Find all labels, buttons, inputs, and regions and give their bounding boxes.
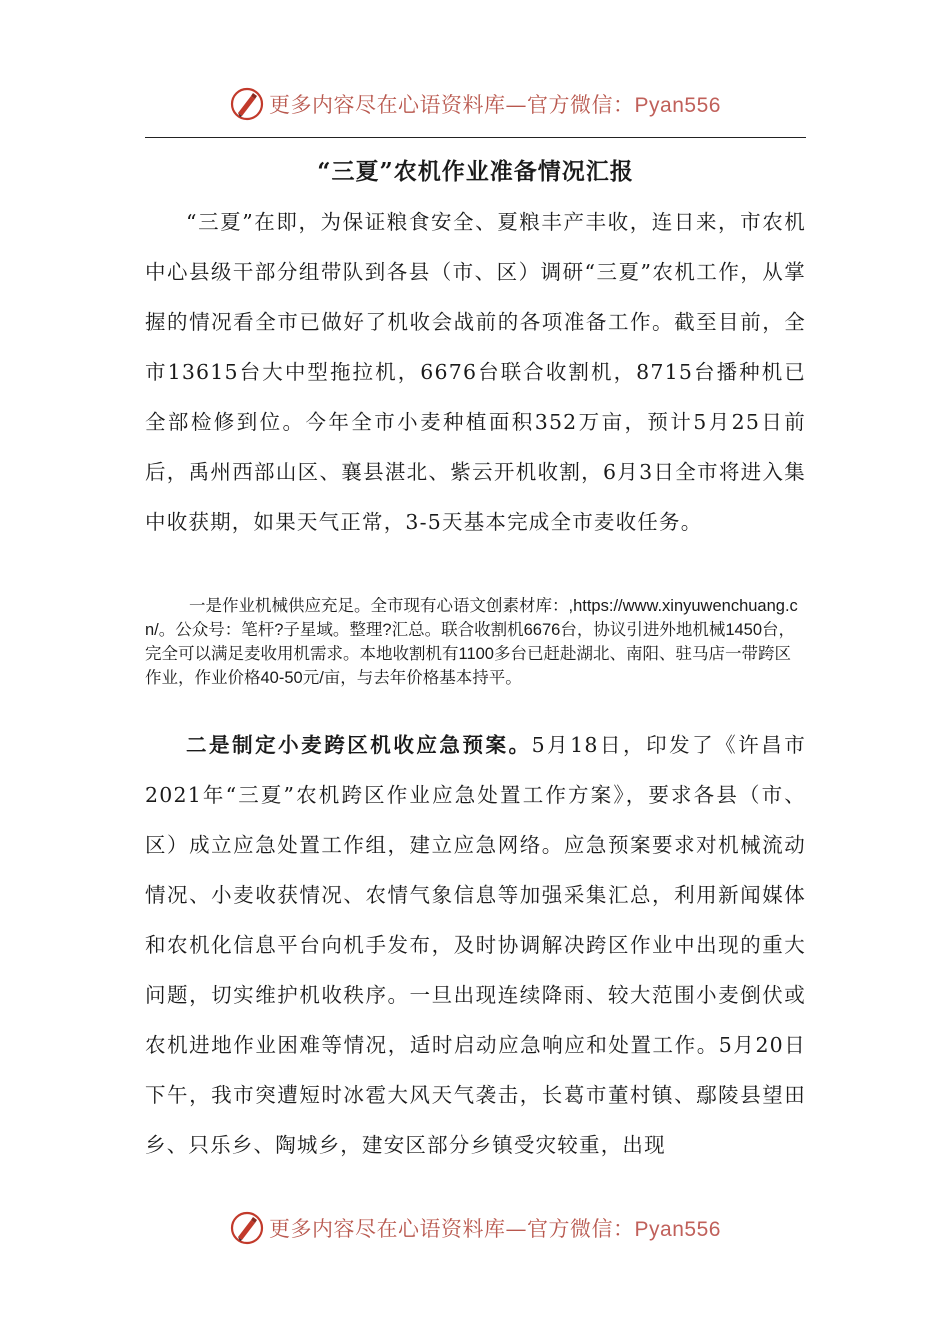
wechat-id: Pyan556 [634, 94, 721, 117]
paragraph-body: 5月18日，印发了《许昌市2021年“三夏”农机跨区作业应急处置工作方案》，要求各县（市、区）成立应急处置工作组，建立应急网络。应急预案要求对机械流动情况、小麦收获情况、农情气象信息等加强采集汇总，利用新闻媒体和农机化信息平台向机手发布，及时协调解决跨区作业中出现的重大问题，切实维护机收秩序。一旦出现连续降雨、较大范围小麦倒伏或农机进地作业困难等情况，适时启动应急响应和处置工作。5月20日下午，我市突遭短时冰雹大风天气袭击，长葛市董村镇、鄢陵县望田乡、只乐乡、陶城乡，建安区部分乡镇受灾较重，出现 [145, 733, 806, 1157]
banner-text: 更多内容尽在心语资料库—官方微信：Pyan556 [269, 1217, 721, 1241]
document-title: “三夏”农机作业准备情况汇报 [317, 158, 634, 185]
header-divider [145, 137, 806, 138]
wechat-id: Pyan556 [634, 1218, 721, 1241]
paragraph-intro: “三夏”在即，为保证粮食安全、夏粮丰产丰收，连日来，市农机中心县级干部分组带队到各县（市、区）调研“三夏”农机工作，从掌握的情况看全市已做好了机收会战前的各项准备工作。截至目前，全市13615台大中型拖拉机，6676台联合收割机，8715台播种机已全部检修到位。今年全市小麦种植面积352万亩，预计5月25日前后，禹州西部山区、襄县湛北、紫云开机收割，6月3日全市将进入集中收获期，如果天气正常，3-5天基本完成全市麦收任务。 [145, 210, 806, 534]
paragraph-machinery-supply: 一是作业机械供应充足。全市现有心语文创素材库：,https://www.xinyuwenchuang.cn/。公众号：笔杆?子星域。整理?汇总。联合收割机6676台，协议引进外地机械1450台，完全可以满足麦收用机需求。本地收割机有1100多台已赶赴湖北、南阳、驻马店一带跨区作业，作业价格40-50元/亩，与去年价格基本持平。 [145, 597, 798, 687]
banner-text: 更多内容尽在心语资料库—官方微信：Pyan556 [269, 93, 721, 117]
pen-logo-icon [229, 86, 265, 122]
paragraph-emergency-plan [145, 720, 806, 1170]
paragraph-lead-bold: 二是制定小麦跨区机收应急预案。 [186, 733, 532, 757]
pen-logo-icon [229, 1210, 265, 1246]
footer-banner [0, 1203, 950, 1253]
header-banner [0, 79, 950, 129]
